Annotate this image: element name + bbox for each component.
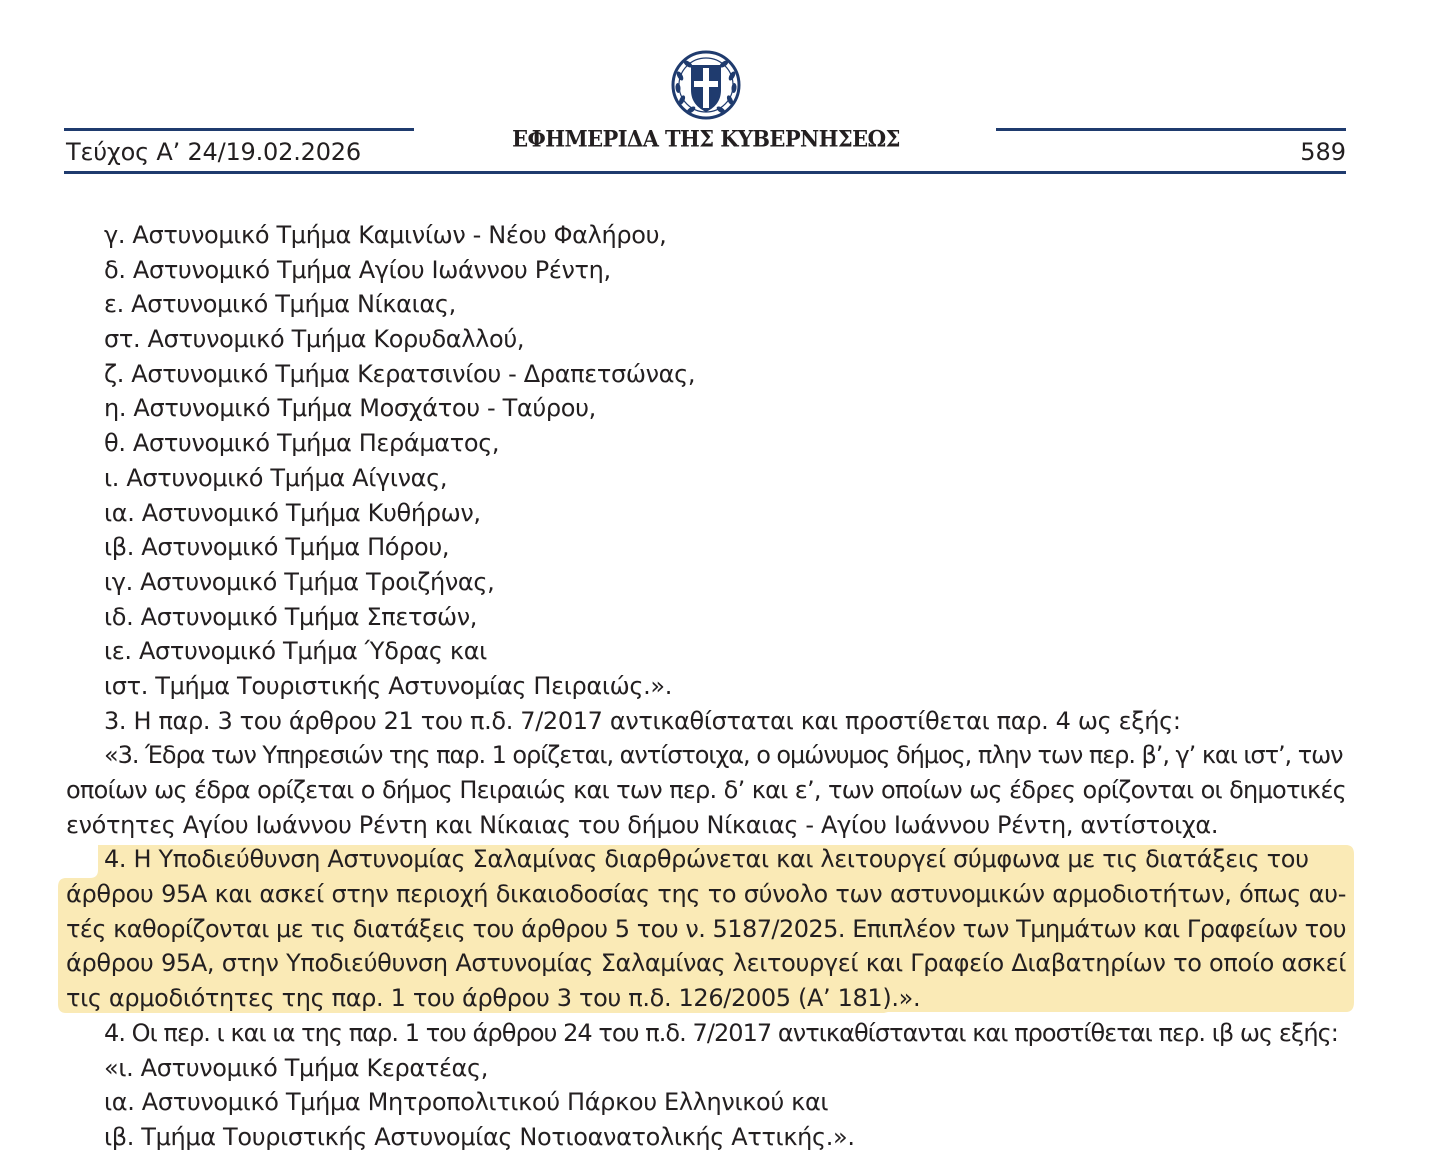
paragraph-3-line: «3. Έδρα των Υπηρεσιών της παρ. 1 ορίζεται, αντίστοιχα, ο ομώνυμος δήμος, πλην των περ. β’, γ’ και ιστ’, των [104, 741, 1343, 770]
highlighted-paragraph [66, 842, 1346, 1015]
paragraph-3-line: οποίων ως έδρα ορίζεται ο δήμος Πειραιώς και των περ. δ’ και ε’, των οποίων ως έδρες ορίζονται οι δημοτικές [66, 776, 1346, 804]
paragraph-3-line: ενότητες Αγίου Ιωάννου Ρέντη και Νίκαιας του δήμου Νίκαιας - Αγίου Ιωάννου Ρέντη, αντίστοιχα. [66, 810, 1219, 839]
list-item: γ. Αστυνομικό Τμήμα Καμινίων - Νέου Φαλήρου, [104, 221, 667, 249]
list-item: ε. Αστυνομικό Τμήμα Νίκαιας, [104, 290, 456, 319]
highlighted-line: 4. Η Υποδιεύθυνση Αστυνομίας Σαλαμίνας διαρθρώνεται και λειτουργεί σύμφωνα με τις διατάξεις του [104, 845, 1309, 874]
list-item: ι. Αστυνομικό Τμήμα Αίγινας, [104, 463, 448, 492]
gazette-title: ΕΦΗΜΕΡΙΔΑ ΤΗΣ ΚΥΒΕΡΝΗΣΕΩΣ [512, 125, 900, 152]
paragraph-3-heading: 3. Η παρ. 3 του άρθρου 21 του π.δ. 7/2017 αντικαθίσταται και προστίθεται παρ. 4 ως εξής: [104, 706, 1181, 735]
list-item: θ. Αστυνομικό Τμήμα Περάματος, [104, 429, 500, 458]
page-number: 589 [1300, 138, 1346, 166]
list-item: ια. Αστυνομικό Τμήμα Μητροπολιτικού Πάρκου Ελληνικού και [104, 1088, 829, 1117]
list-item: ιγ. Αστυνομικό Τμήμα Τροιζήνας, [104, 567, 495, 596]
document-body [66, 218, 1346, 1155]
list-item: ια. Αστυνομικό Τμήμα Κυθήρων, [104, 498, 481, 527]
list-item: στ. Αστυνομικό Τμήμα Κορυδαλλού, [104, 325, 525, 354]
greek-coat-of-arms-icon [670, 48, 742, 124]
highlighted-line: τις αρμοδιότητες της παρ. 1 του άρθρου 3 του π.δ. 126/2005 (Α’ 181).». [66, 984, 921, 1013]
highlighted-line: άρθρου 95Α, στην Υποδιεύθυνση Αστυνομίας Σαλαμίνας λειτουργεί και Γραφείο Διαβατηρίων το οποίο ασκεί [66, 949, 1346, 978]
list-item: «ι. Αστυνομικό Τμήμα Κερατέας, [104, 1053, 489, 1082]
list-item: ιβ. Τμήμα Τουριστικής Αστυνομίας Νοτιοανατολικής Αττικής.». [104, 1122, 855, 1151]
list-item: ιδ. Αστυνομικό Τμήμα Σπετσών, [104, 602, 478, 631]
list-item: η. Αστυνομικό Τμήμα Μοσχάτου - Ταύρου, [104, 394, 596, 423]
header-rule-left [64, 128, 414, 131]
list-item: ιε. Αστυνομικό Τμήμα Ύδρας και [104, 637, 487, 666]
header-rule-right [996, 128, 1346, 131]
list-item: δ. Αστυνομικό Τμήμα Αγίου Ιωάννου Ρέντη, [104, 255, 611, 284]
header-rule-bottom [64, 171, 1346, 174]
list-item: ζ. Αστυνομικό Τμήμα Κερατσινίου - Δραπετσώνας, [104, 359, 696, 388]
highlighted-line: τές καθορίζονται με τις διατάξεις του άρθρου 5 του ν. 5187/2025. Επιπλέον των Τμημάτων και Γραφείων του [66, 914, 1346, 943]
issue-label: Τεύχος Α’ 24/19.02.2026 [66, 138, 361, 166]
paragraph-4-heading: 4. Οι περ. ι και ια της παρ. 1 του άρθρου 24 του π.δ. 7/2017 αντικαθίστανται και προστίθεται περ. ιβ ως εξής: [104, 1018, 1338, 1047]
list-item: ιστ. Τμήμα Τουριστικής Αστυνομίας Πειραιώς.». [104, 671, 673, 700]
list-item: ιβ. Αστυνομικό Τμήμα Πόρου, [104, 533, 450, 562]
highlighted-line: άρθρου 95Α και ασκεί στην περιοχή δικαιοδοσίας της το σύνολο των αστυνομικών αρμοδιοτήτων, όπως αυ- [66, 880, 1346, 909]
